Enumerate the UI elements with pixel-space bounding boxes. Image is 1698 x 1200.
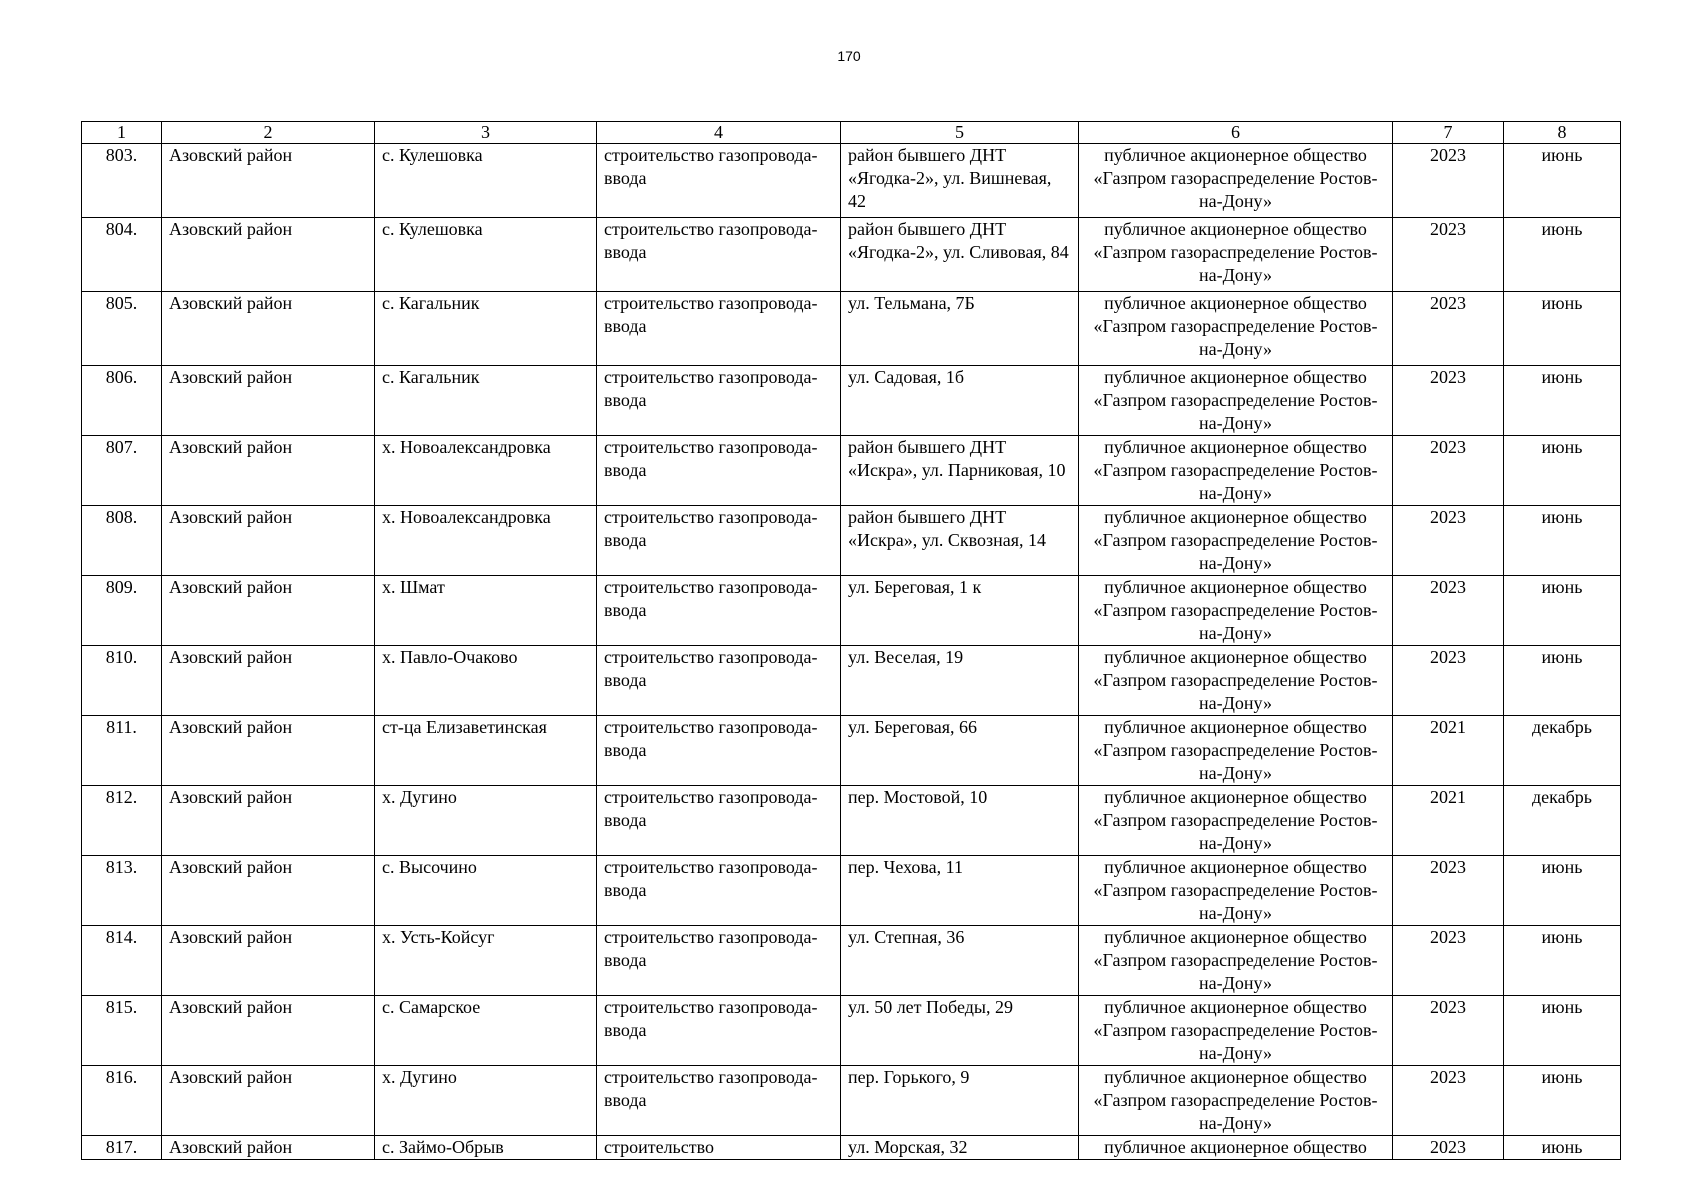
address-cell: ул. Морская, 32 (841, 1136, 1079, 1160)
organization-cell: публичное акционерное общество «Газпром газораспределение Ростов-на-Дону» (1079, 646, 1393, 716)
row-number-cell: 806. (82, 366, 162, 436)
organization-cell: публичное акционерное общество «Газпром газораспределение Ростов-на-Дону» (1079, 366, 1393, 436)
locality-cell: с. Самарское (375, 996, 597, 1066)
address-cell: ул. Садовая, 1б (841, 366, 1079, 436)
work-type-cell: строительство газопровода-ввода (597, 576, 841, 646)
column-header: 4 (597, 122, 841, 144)
year-cell: 2023 (1393, 366, 1504, 436)
locality-cell: с. Кагальник (375, 366, 597, 436)
row-number-cell: 817. (82, 1136, 162, 1160)
district-cell: Азовский район (162, 436, 375, 506)
year-cell: 2021 (1393, 716, 1504, 786)
address-cell: район бывшего ДНТ «Искра», ул. Сквозная, 14 (841, 506, 1079, 576)
column-header: 1 (82, 122, 162, 144)
locality-cell: с. Кулешовка (375, 218, 597, 292)
district-cell: Азовский район (162, 856, 375, 926)
table-row (82, 436, 1621, 506)
year-cell: 2023 (1393, 996, 1504, 1066)
month-cell: июнь (1504, 144, 1621, 218)
work-type-cell: строительство газопровода-ввода (597, 786, 841, 856)
district-cell: Азовский район (162, 144, 375, 218)
locality-cell: с. Высочино (375, 856, 597, 926)
locality-cell: х. Шмат (375, 576, 597, 646)
month-cell: декабрь (1504, 786, 1621, 856)
table-header-row (82, 122, 1621, 144)
row-number-cell: 807. (82, 436, 162, 506)
row-number-cell: 808. (82, 506, 162, 576)
year-cell: 2023 (1393, 926, 1504, 996)
row-number-cell: 809. (82, 576, 162, 646)
address-cell: район бывшего ДНТ «Ягодка-2», ул. Сливовая, 84 (841, 218, 1079, 292)
work-type-cell: строительство газопровода-ввода (597, 506, 841, 576)
work-type-cell: строительство газопровода-ввода (597, 218, 841, 292)
work-type-cell: строительство (597, 1136, 841, 1160)
month-cell: июнь (1504, 1066, 1621, 1136)
district-cell: Азовский район (162, 646, 375, 716)
row-number-cell: 803. (82, 144, 162, 218)
table-row (82, 996, 1621, 1066)
table-row (82, 856, 1621, 926)
district-cell: Азовский район (162, 996, 375, 1066)
organization-cell: публичное акционерное общество «Газпром газораспределение Ростов-на-Дону» (1079, 996, 1393, 1066)
month-cell: июнь (1504, 506, 1621, 576)
column-header: 7 (1393, 122, 1504, 144)
locality-cell: с. Кулешовка (375, 144, 597, 218)
locality-cell: х. Новоалександровка (375, 436, 597, 506)
table-row (82, 646, 1621, 716)
year-cell: 2023 (1393, 292, 1504, 366)
row-number-cell: 805. (82, 292, 162, 366)
page-number: 170 (837, 48, 861, 64)
organization-cell: публичное акционерное общество «Газпром газораспределение Ростов-на-Дону» (1079, 506, 1393, 576)
table-row (82, 926, 1621, 996)
column-header: 3 (375, 122, 597, 144)
work-type-cell: строительство газопровода-ввода (597, 1066, 841, 1136)
table-body (82, 144, 1621, 1160)
district-cell: Азовский район (162, 716, 375, 786)
row-number-cell: 814. (82, 926, 162, 996)
organization-cell: публичное акционерное общество «Газпром газораспределение Ростов-на-Дону» (1079, 1066, 1393, 1136)
row-number-cell: 804. (82, 218, 162, 292)
district-cell: Азовский район (162, 506, 375, 576)
address-cell: ул. Береговая, 1 к (841, 576, 1079, 646)
address-cell: ул. Степная, 36 (841, 926, 1079, 996)
district-cell: Азовский район (162, 786, 375, 856)
address-cell: пер. Горького, 9 (841, 1066, 1079, 1136)
table-row (82, 1136, 1621, 1160)
organization-cell: публичное акционерное общество «Газпром газораспределение Ростов-на-Дону» (1079, 926, 1393, 996)
locality-cell: с. Займо-Обрыв (375, 1136, 597, 1160)
table-row (82, 1066, 1621, 1136)
column-header: 5 (841, 122, 1079, 144)
month-cell: июнь (1504, 366, 1621, 436)
year-cell: 2023 (1393, 144, 1504, 218)
month-cell: июнь (1504, 218, 1621, 292)
document-table (81, 121, 1621, 1160)
year-cell: 2023 (1393, 856, 1504, 926)
month-cell: июнь (1504, 292, 1621, 366)
address-cell: ул. Тельмана, 7Б (841, 292, 1079, 366)
address-cell: район бывшего ДНТ «Искра», ул. Парниковая, 10 (841, 436, 1079, 506)
table-row (82, 506, 1621, 576)
year-cell: 2023 (1393, 646, 1504, 716)
work-type-cell: строительство газопровода-ввода (597, 436, 841, 506)
month-cell: июнь (1504, 856, 1621, 926)
organization-cell: публичное акционерное общество «Газпром газораспределение Ростов-на-Дону» (1079, 716, 1393, 786)
organization-cell: публичное акционерное общество «Газпром газораспределение Ростов-на-Дону» (1079, 856, 1393, 926)
month-cell: декабрь (1504, 716, 1621, 786)
locality-cell: ст-ца Елизаветинская (375, 716, 597, 786)
work-type-cell: строительство газопровода-ввода (597, 144, 841, 218)
work-type-cell: строительство газопровода-ввода (597, 716, 841, 786)
row-number-cell: 813. (82, 856, 162, 926)
table-row (82, 366, 1621, 436)
row-number-cell: 812. (82, 786, 162, 856)
year-cell: 2023 (1393, 218, 1504, 292)
district-cell: Азовский район (162, 1066, 375, 1136)
row-number-cell: 810. (82, 646, 162, 716)
work-type-cell: строительство газопровода-ввода (597, 856, 841, 926)
district-cell: Азовский район (162, 292, 375, 366)
table-row (82, 786, 1621, 856)
address-cell: пер. Чехова, 11 (841, 856, 1079, 926)
month-cell: июнь (1504, 926, 1621, 996)
month-cell: июнь (1504, 1136, 1621, 1160)
table-row (82, 218, 1621, 292)
district-cell: Азовский район (162, 576, 375, 646)
organization-cell: публичное акционерное общество «Газпром газораспределение Ростов-на-Дону» (1079, 786, 1393, 856)
month-cell: июнь (1504, 576, 1621, 646)
work-type-cell: строительство газопровода-ввода (597, 646, 841, 716)
row-number-cell: 811. (82, 716, 162, 786)
locality-cell: х. Усть-Койсуг (375, 926, 597, 996)
address-cell: ул. 50 лет Победы, 29 (841, 996, 1079, 1066)
row-number-cell: 815. (82, 996, 162, 1066)
month-cell: июнь (1504, 436, 1621, 506)
district-cell: Азовский район (162, 218, 375, 292)
organization-cell: публичное акционерное общество «Газпром газораспределение Ростов-на-Дону» (1079, 144, 1393, 218)
year-cell: 2023 (1393, 506, 1504, 576)
work-type-cell: строительство газопровода-ввода (597, 996, 841, 1066)
work-type-cell: строительство газопровода-ввода (597, 926, 841, 996)
work-type-cell: строительство газопровода-ввода (597, 292, 841, 366)
address-cell: район бывшего ДНТ «Ягодка-2», ул. Вишневая, 42 (841, 144, 1079, 218)
table-row (82, 576, 1621, 646)
year-cell: 2021 (1393, 786, 1504, 856)
locality-cell: с. Кагальник (375, 292, 597, 366)
year-cell: 2023 (1393, 436, 1504, 506)
table-row (82, 144, 1621, 218)
address-cell: ул. Береговая, 66 (841, 716, 1079, 786)
column-header: 8 (1504, 122, 1621, 144)
address-cell: пер. Мостовой, 10 (841, 786, 1079, 856)
organization-cell: публичное акционерное общество «Газпром газораспределение Ростов-на-Дону» (1079, 436, 1393, 506)
organization-cell: публичное акционерное общество «Газпром газораспределение Ростов-на-Дону» (1079, 576, 1393, 646)
column-header: 2 (162, 122, 375, 144)
column-header: 6 (1079, 122, 1393, 144)
row-number-cell: 816. (82, 1066, 162, 1136)
locality-cell: х. Павло-Очаково (375, 646, 597, 716)
month-cell: июнь (1504, 646, 1621, 716)
table-row (82, 716, 1621, 786)
month-cell: июнь (1504, 996, 1621, 1066)
table-row (82, 292, 1621, 366)
year-cell: 2023 (1393, 1066, 1504, 1136)
organization-cell: публичное акционерное общество «Газпром газораспределение Ростов-на-Дону» (1079, 218, 1393, 292)
district-cell: Азовский район (162, 1136, 375, 1160)
locality-cell: х. Дугино (375, 786, 597, 856)
address-cell: ул. Веселая, 19 (841, 646, 1079, 716)
organization-cell: публичное акционерное общество (1079, 1136, 1393, 1160)
locality-cell: х. Дугино (375, 1066, 597, 1136)
organization-cell: публичное акционерное общество «Газпром газораспределение Ростов-на-Дону» (1079, 292, 1393, 366)
year-cell: 2023 (1393, 1136, 1504, 1160)
district-cell: Азовский район (162, 366, 375, 436)
work-type-cell: строительство газопровода-ввода (597, 366, 841, 436)
locality-cell: х. Новоалександровка (375, 506, 597, 576)
district-cell: Азовский район (162, 926, 375, 996)
year-cell: 2023 (1393, 576, 1504, 646)
